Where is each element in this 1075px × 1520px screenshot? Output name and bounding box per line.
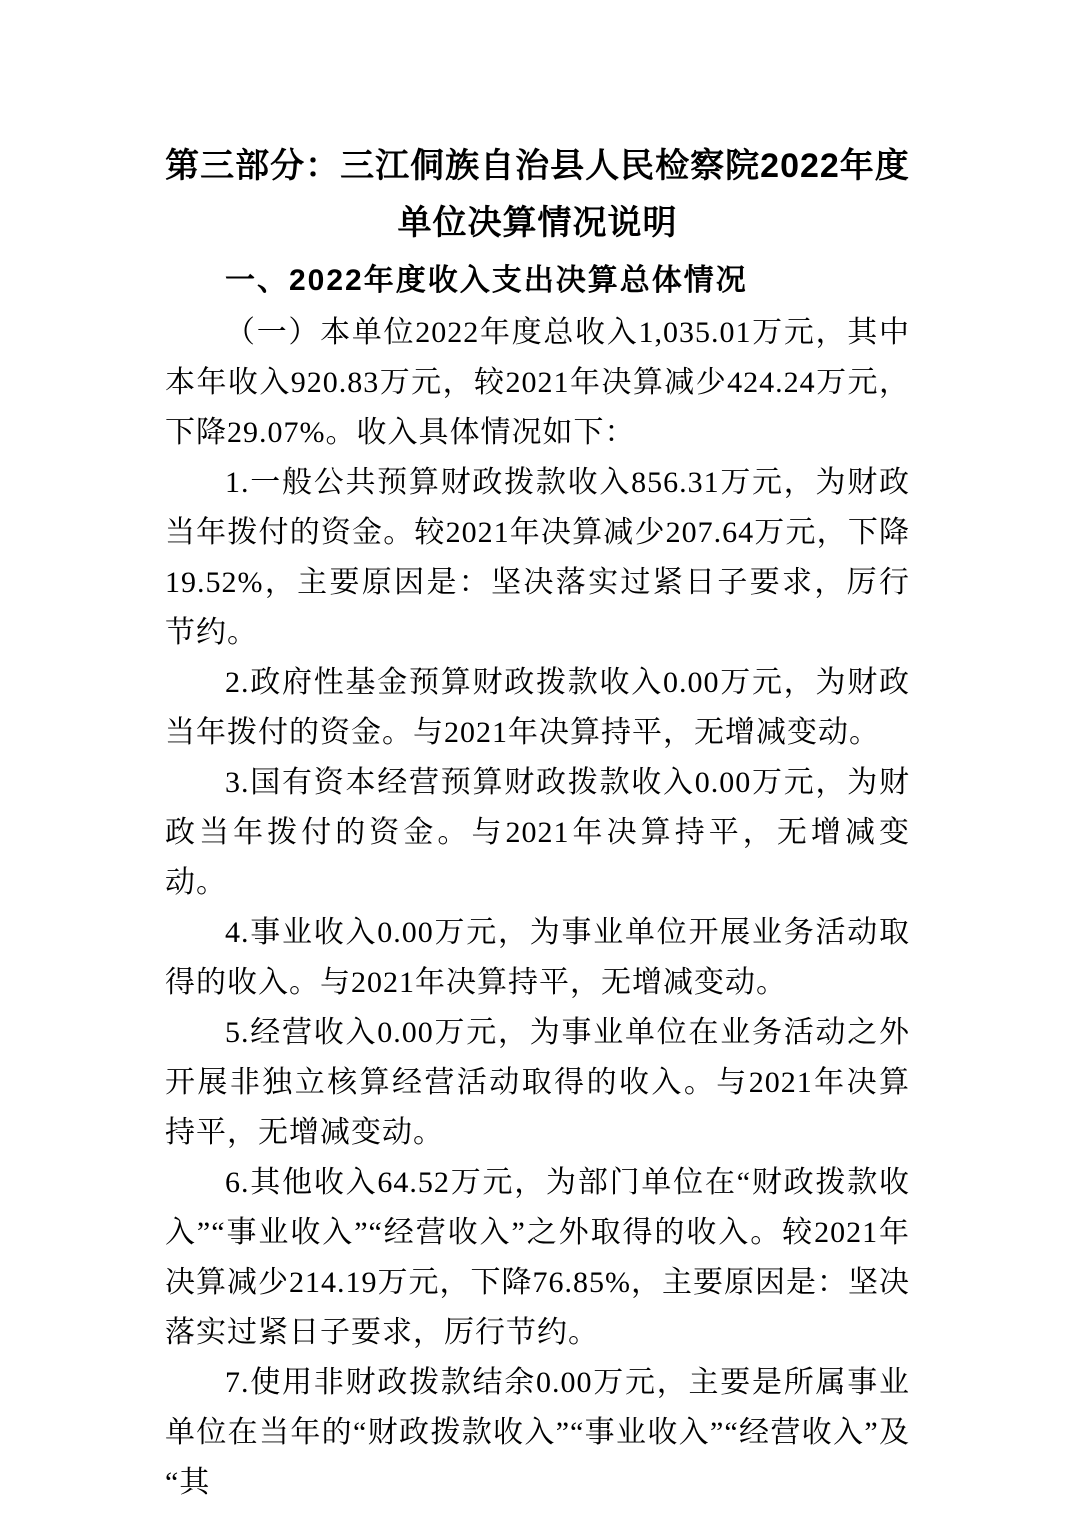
paragraph-item-7-nonfiscal-carryover: 7.使用非财政拨款结余0.00万元，主要是所属事业单位在当年的“财政拨款收入”“事业收入”“经营收入”及“其 [165, 1366, 910, 1499]
paragraph-overview: （一）本单位2022年度总收入1,035.01万元，其中本年收入920.83万元，较2021年决算减少424.24万元，下降29.07%。收入具体情况如下： [165, 316, 910, 449]
section-heading: 一、2022年度收入支出决算总体情况 [225, 264, 748, 297]
document-title-line-1: 第三部分：三江侗族自治县人民检察院2022年度 [165, 147, 910, 185]
paragraph-item-1-general-budget-income: 1.一般公共预算财政拨款收入856.31万元，为财政当年拨付的资金。较2021年决算减少207.64万元，下降19.52%，主要原因是：坚决落实过紧日子要求，厉行节约。 [165, 466, 910, 649]
paragraph-item-5-operating-income: 5.经营收入0.00万元，为事业单位在业务活动之外开展非独立核算经营活动取得的收入。与2021年决算持平，无增减变动。 [165, 1016, 910, 1149]
paragraph-item-3-state-capital-income: 3.国有资本经营预算财政拨款收入0.00万元，为财政当年拨付的资金。与2021年决算持平，无增减变动。 [165, 766, 910, 899]
document-title [165, 138, 910, 252]
document-title-line-2: 单位决算情况说明 [397, 204, 678, 242]
paragraph-item-4-institution-income: 4.事业收入0.00万元，为事业单位开展业务活动取得的收入。与2021年决算持平，无增减变动。 [165, 916, 910, 999]
paragraph-item-6-other-income: 6.其他收入64.52万元，为部门单位在“财政拨款收入”“事业收入”“经营收入”之外取得的收入。较2021年决算减少214.19万元，下降76.85%，主要原因是：坚决落实过紧日子要求，厉行节约。 [165, 1166, 910, 1349]
document-body [165, 308, 910, 1508]
paragraph-item-2-government-fund-income: 2.政府性基金预算财政拨款收入0.00万元，为财政当年拨付的资金。与2021年决算持平，无增减变动。 [165, 666, 910, 749]
